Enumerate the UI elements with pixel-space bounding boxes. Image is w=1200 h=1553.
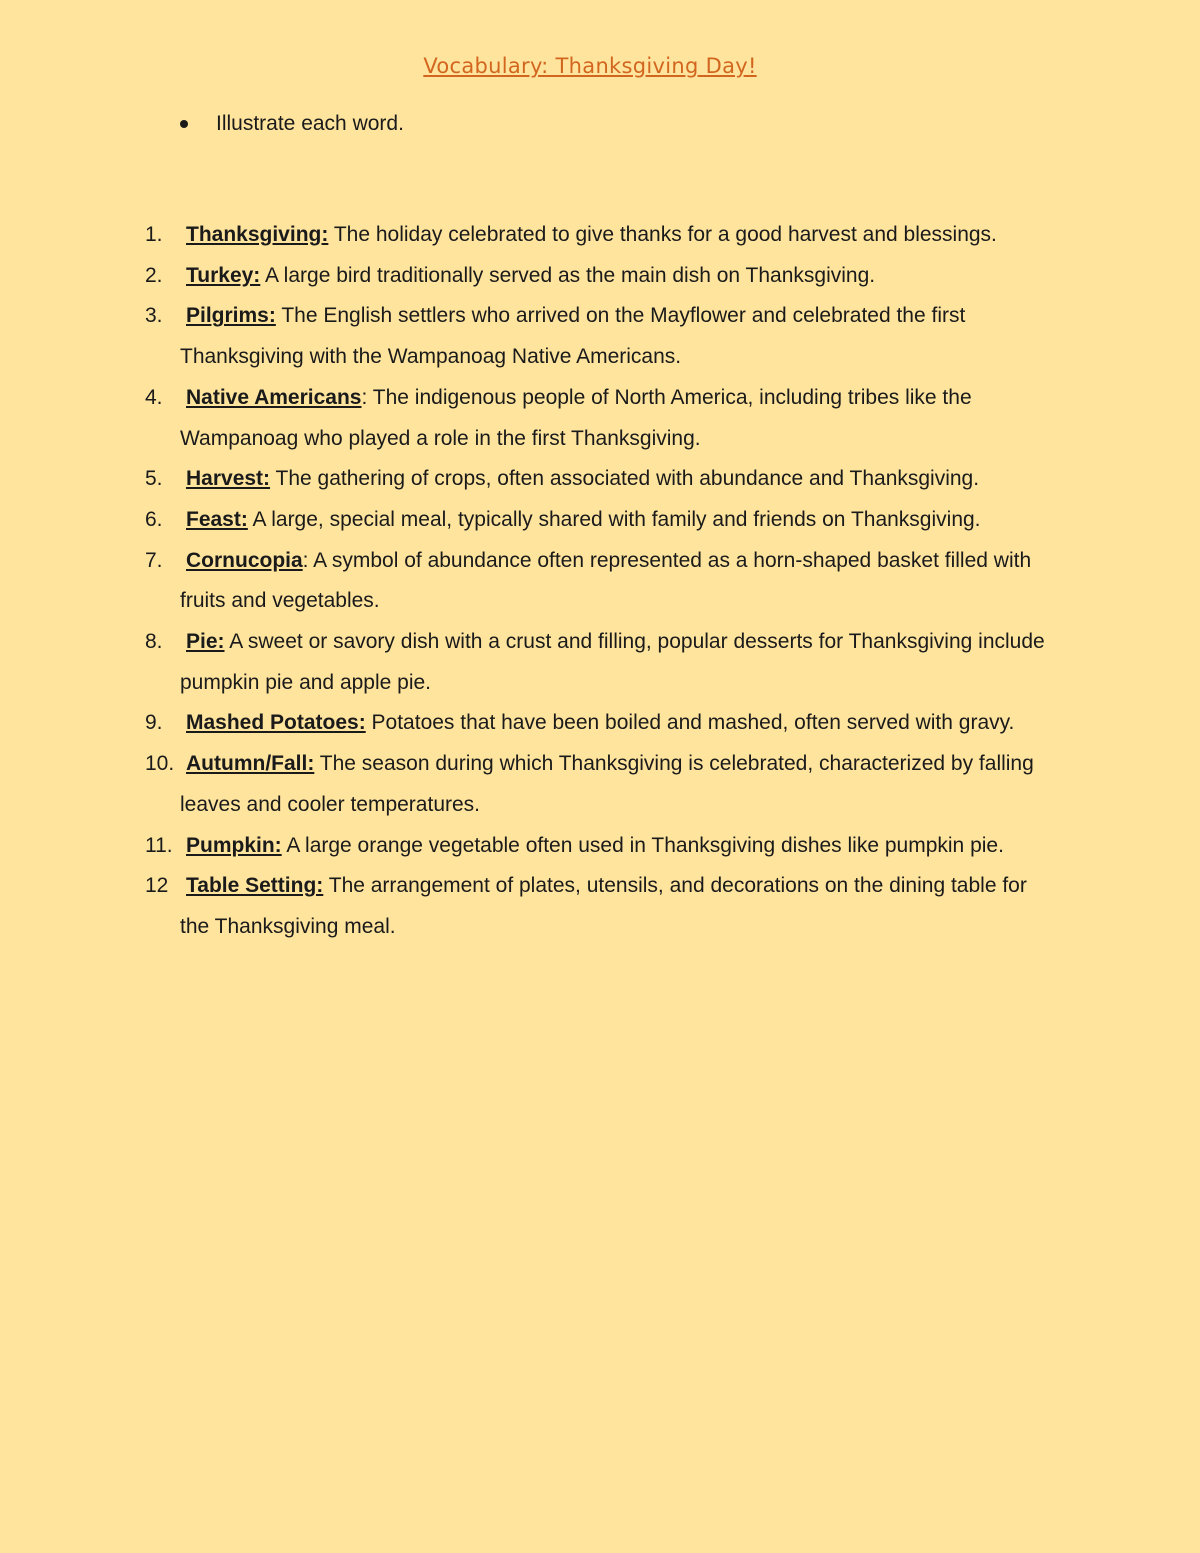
vocab-definition: A sweet or savory dish with a crust and filling, popular desserts for Thanksgiving include pumpkin pie and apple pie. <box>180 630 1045 694</box>
vocab-definition: : The indigenous people of North America, including tribes like the Wampanoag who played a role in the first Thanksgiving. <box>180 385 972 450</box>
vocab-definition: A large orange vegetable often used in Thanksgiving dishes like pumpkin pie. <box>281 833 1004 857</box>
vocab-term: Thanksgiving: <box>186 223 329 246</box>
vocabulary-list <box>145 215 1045 948</box>
vocabulary-item <box>145 256 1045 297</box>
vocab-term: Pumpkin: <box>186 833 282 857</box>
vocabulary-item <box>145 744 1045 825</box>
item-number: 1. <box>145 223 163 246</box>
item-number: 7. <box>145 548 163 572</box>
item-number: 5. <box>145 467 163 491</box>
vocabulary-item <box>145 622 1045 703</box>
vocab-definition: : A symbol of abundance often represented as a horn-shaped basket filled with fruits and vegetables. <box>180 548 1032 613</box>
item-number: 12 <box>145 874 169 898</box>
vocab-definition: The holiday celebrated to give thanks for a good harvest and blessings. <box>328 223 997 246</box>
item-number: 6. <box>145 507 163 531</box>
vocab-definition: The gathering of crops, often associated with abundance and Thanksgiving. <box>270 467 980 491</box>
vocab-term: Turkey: <box>186 263 261 287</box>
bullet-icon <box>180 120 188 128</box>
vocabulary-item <box>145 215 1045 256</box>
vocabulary-item <box>145 703 1045 744</box>
vocab-definition: A large bird traditionally served as the main dish on Thanksgiving. <box>260 263 876 287</box>
item-number: 11. <box>145 833 173 857</box>
vocab-term: Native Americans <box>186 385 362 409</box>
vocabulary-item <box>145 459 1045 500</box>
vocab-term: Pilgrims: <box>186 304 276 328</box>
vocabulary-item <box>145 541 1045 622</box>
item-number: 8. <box>145 630 163 654</box>
vocabulary-item <box>145 378 1045 459</box>
item-number: 2. <box>145 263 163 287</box>
vocab-term: Pie: <box>186 630 225 654</box>
vocab-definition: The arrangement of plates, utensils, and decorations on the dining table for the Thanksgiving meal. <box>180 874 1027 938</box>
vocab-term: Cornucopia <box>186 548 303 572</box>
vocab-term: Mashed Potatoes: <box>186 711 366 735</box>
vocab-term: Table Setting: <box>186 874 324 898</box>
item-number: 10. <box>145 752 175 776</box>
instruction-item <box>180 110 404 138</box>
vocabulary-item <box>145 296 1045 377</box>
vocabulary-item <box>145 500 1045 541</box>
vocab-term: Harvest: <box>186 467 271 491</box>
vocab-term: Autumn/Fall: <box>186 752 315 776</box>
item-number: 4. <box>145 385 163 409</box>
item-number: 3. <box>145 304 163 328</box>
vocab-definition: The season during which Thanksgiving is celebrated, characterized by falling leaves and cooler temperatures. <box>180 752 1034 816</box>
vocab-term: Feast: <box>186 507 248 531</box>
vocabulary-item <box>145 826 1045 867</box>
vocab-definition: The English settlers who arrived on the Mayflower and celebrated the first Thanksgiving with the Wampanoag Native Americans. <box>180 304 966 369</box>
instruction-list <box>180 110 404 138</box>
vocab-definition: Potatoes that have been boiled and mashed, often served with gravy. <box>365 711 1015 735</box>
vocabulary-item <box>145 866 1045 947</box>
item-number: 9. <box>145 711 163 735</box>
document-title: Vocabulary: Thanksgiving Day! <box>423 54 757 78</box>
instruction-text: Illustrate each word. <box>216 112 404 135</box>
vocab-definition: A large, special meal, typically shared with family and friends on Thanksgiving. <box>247 507 981 531</box>
